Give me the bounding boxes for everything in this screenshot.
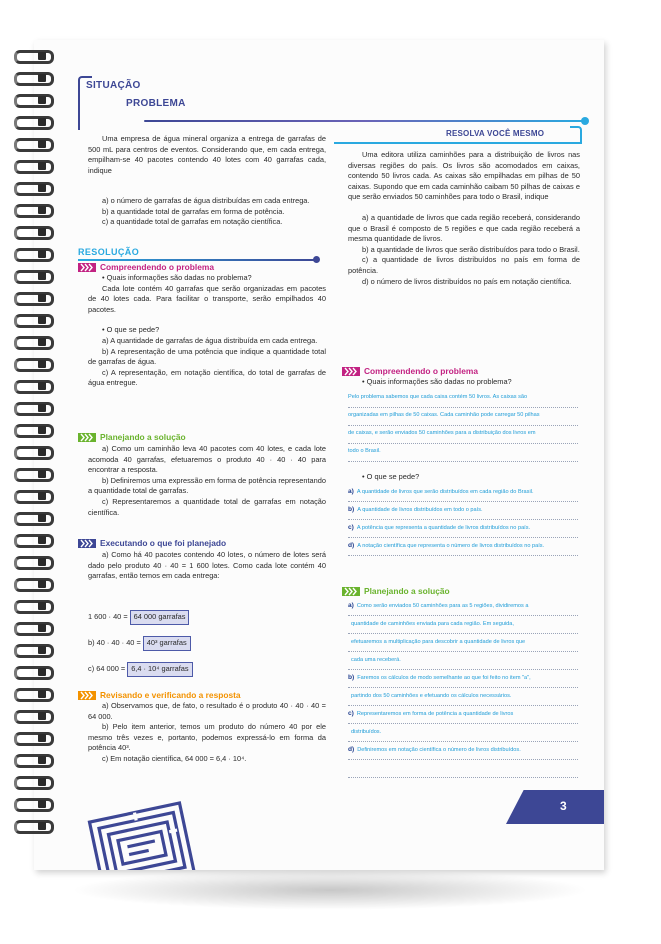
header-dot [581,117,589,125]
revisando-item-a: a) Observamos que, de fato, o resultado é o produto 40 · 40 · 40 = 64 000. [88,701,326,721]
planejando-text: Representaremos em forma de potência a quantidade de livros [356,711,514,717]
executando-item-a: a) Como há 40 pacotes contendo 40 lotes, o número de lotes será dado pelo produto 40 · 40 = 1 600 lotes. Como cada lote contém 40 garrafas, então temos em cada entrega: [88,550,326,581]
arrows-icon [78,263,96,272]
binding-ring [12,444,52,460]
resolva-intro: Uma editora utiliza caminhões para a distribuição de livros nas diversas regiões do país. Os livros são acomodados em caixas, contendo 50 livros cada. As caixas são empilhadas em pilhas de 50 caixas. Supondo que em cada caminhão caibam 50 pilhas de caixas e que serão enviados 50 caminhões para todo o Brasil, indique [348,150,580,202]
section-planejando [78,432,186,442]
pede-letter: b) [348,506,355,513]
binding-ring [12,642,52,658]
planejando-text: cada uma receberá. [351,657,401,663]
binding-ring [12,488,52,504]
answer-box-a: 64 000 garrafas [130,610,190,625]
planejando-line [348,706,578,724]
page-number: 3 [560,799,567,813]
binding-ring [12,290,52,306]
maze-decoration [86,798,196,870]
pede-letter: a) [348,488,354,495]
calc-a-label: 1 600 · 40 = [88,612,128,621]
resolva-bracket [570,126,582,144]
planejando-letter: b) [348,674,355,681]
pede-line [348,484,578,502]
arrows-icon [78,433,96,442]
resolva-question-2: • O que se pede? [362,472,420,481]
section-compreendendo-title: Compreendendo o problema [100,262,215,272]
pede-letter: d) [348,542,355,549]
planejando-letter: d) [348,746,355,753]
resolva-rule [334,142,580,144]
resolva-compreendendo-title: Compreendendo o problema [364,366,479,376]
notebook-page [34,40,604,870]
section-compreendendo [78,262,214,272]
calc-b-label: b) 40 · 40 · 40 = [88,638,141,647]
planejando-item-a: a) Como um caminhão leva 40 pacotes com 40 lotes, e cada lote acomoda 40 garrafas, efetuaremos o produto 40 · 40 · 40 para encontrar a resposta. [88,444,326,475]
answer-line: de caixas, e serão enviados 50 caminhões para a distribuição dos livros em [348,426,578,444]
section-revisando-title: Revisando e verificando a resposta [100,690,241,700]
binding-ring [12,818,52,834]
binding-ring [12,510,52,526]
resolva-question-1: • Quais informações são dadas no problema? [362,377,512,386]
resolva-planejando-title: Planejando a solução [364,586,450,596]
revisando-item-b: b) Pelo item anterior, temos um produto do número 40 por ele mesmo três vezes e, portanto, podemos expressá-lo em forma da potência 40³. [88,722,326,753]
planejando-line [348,616,578,634]
binding-ring [12,180,52,196]
planejando-line [348,634,578,652]
calc-c-label: c) 64 000 = [88,664,126,673]
resolva-item-a: a) a quantidade de livros que cada região receberá, considerando que o Brasil é composto de 5 regiões e que cada região receberá a mesma quantidade de livros. [348,212,580,244]
resolva-section-planejando [342,586,450,596]
arrows-icon [78,539,96,548]
pede-text: A quantidade de livros distribuídos em todo o país. [357,507,483,513]
binding-ring [12,664,52,680]
resolucao-dot [313,256,320,263]
pede-text: A quantidade de livros que serão distribuídos em cada região do Brasil. [356,489,534,495]
planejando-text: quantidade de caminhões enviada para cada região. Em seguida, [351,621,514,627]
planejando-line [348,742,578,760]
binding-ring [12,708,52,724]
binding-ring [12,532,52,548]
header-rule [144,120,584,122]
planejando-line [348,724,578,742]
section-planejando-title: Planejando a solução [100,432,186,442]
planejando-letter: a) [348,602,354,609]
binding-ring [12,752,52,768]
revisando-item-c: c) Em notação científica, 64 000 = 6,4 · 10⁴. [102,753,247,763]
planejando-letter: c) [348,710,354,717]
compreendendo-item-b: b) A representação de uma potência que indique a quantidade total de garrafas de água. [88,346,326,367]
planejando-text: Definiremos em notação científica o número de livros distribuídos. [357,747,521,753]
binding-ring [12,70,52,86]
pede-line [348,520,578,538]
binding-ring [12,400,52,416]
binding-ring [12,466,52,482]
binding-ring [12,92,52,108]
binding-ring [12,796,52,812]
answer-box-b: 40³ garrafas [143,636,191,651]
compreendendo-question-2: • O que se pede? [102,325,160,335]
binding-ring [12,136,52,152]
arrows-icon [78,691,96,700]
binding-ring [12,378,52,394]
binding-ring [12,576,52,592]
binding-ring [12,158,52,174]
resolva-section-compreendendo [342,366,478,376]
pede-line [348,502,578,520]
binding-ring [12,356,52,372]
planejando-line [348,652,578,670]
binding-ring [12,312,52,328]
problem-item-c: c) a quantidade total de garrafas em notação científica. [102,217,283,227]
binding-ring [12,686,52,702]
spiral-binding [12,48,52,848]
resolva-item-b: b) a quantidade de livros que serão distribuídos para todo o Brasil. [362,244,580,254]
compreendendo-question-1: • Quais informações são dadas no problema? [102,273,252,282]
page-shadow [70,870,590,910]
problem-item-a: a) o número de garrafas de água distribuídas em cada entrega. [102,196,310,205]
binding-ring [12,730,52,746]
resolva-item-c: c) a quantidade de livros distribuídos no país em forma de potência. [348,255,580,275]
planejando-line [348,670,578,688]
arrows-icon [342,587,360,596]
problem-intro: Uma empresa de água mineral organiza a entrega de garrafas de 500 mL para centros de eventos. Considerando que, em cada entrega, empilham-se 40 pacotes contendo 40 lotes com 40 garrafas cada, indique [88,134,326,175]
header-situacao: SITUAÇÃO [86,80,141,91]
section-revisando [78,690,241,700]
planejando-line [348,760,578,778]
binding-ring [12,774,52,790]
compreendendo-item-c: c) A representação, em notação científica, do total de garrafas de água entregue. [88,367,326,388]
answer-box-c: 6,4 · 10⁴ garrafas [127,662,192,677]
planejando-text: Como serão enviados 50 caminhões para as 5 regiões, dividiremos a [356,603,529,609]
planejando-item-c: c) Representaremos a quantidade total de garrafas em notação científica. [88,496,326,517]
binding-ring [12,422,52,438]
planejando-text: Faremos os cálculos de modo semelhante ao que foi feito no item "a", [357,675,531,681]
pede-line [348,538,578,556]
binding-ring [12,598,52,614]
pede-text: A notação científica que representa o número de livros distribuídos no país. [357,543,545,549]
resolva-item-d: d) o número de livros distribuídos no país em notação científica. [362,276,572,286]
pede-letter: c) [348,524,354,531]
problem-item-b: b) a quantidade total de garrafas em forma de potência. [102,206,285,216]
planejando-text: distribuídos. [351,729,382,735]
answer-line: todo o Brasil. [348,444,578,462]
planejando-item-b: b) Definiremos uma expressão em forma de potência representando a quantidade total de garrafas. [88,475,326,496]
resolva-title: RESOLVA VOCÊ MESMO [446,129,545,138]
planejando-text: partindo dos 50 caminhões e efetuando os cálculos necessários. [351,693,512,699]
page-number-tab [506,790,604,824]
pede-text: A potência que representa a quantidade de livros distribuídos no país. [356,525,531,531]
section-executando-title: Executando o que foi planejado [100,538,227,548]
binding-ring [12,246,52,262]
answer-line: Pelo problema sabemos que cada caixa contém 50 livros. As caixas são [348,390,578,408]
resolucao-title: RESOLUÇÃO [78,247,140,257]
binding-ring [12,620,52,636]
binding-ring [12,114,52,130]
binding-ring [12,554,52,570]
answer-line: organizadas em pilhas de 50 caixas. Cada caminhão pode carregar 50 pilhas [348,408,578,426]
resolucao-rule [78,259,316,261]
header-bracket [78,76,92,130]
planejando-line [348,688,578,706]
planejando-text: efetuaremos a multiplicação para descobrir a quantidade de livros que [351,639,526,645]
binding-ring [12,224,52,240]
compreendendo-paragraph: Cada lote contém 40 garrafas que serão organizadas em pacotes de 40 lotes cada. Para facilitar o transporte, serão empilhados 40 pacotes. [88,283,326,314]
binding-ring [12,202,52,218]
header-problema: PROBLEMA [126,98,186,109]
binding-ring [12,334,52,350]
compreendendo-item-a: a) A quantidade de garrafas de água distribuída em cada entrega. [102,335,318,345]
planejando-line [348,598,578,616]
section-executando [78,538,226,548]
arrows-icon [342,367,360,376]
binding-ring [12,268,52,284]
binding-ring [12,48,52,64]
